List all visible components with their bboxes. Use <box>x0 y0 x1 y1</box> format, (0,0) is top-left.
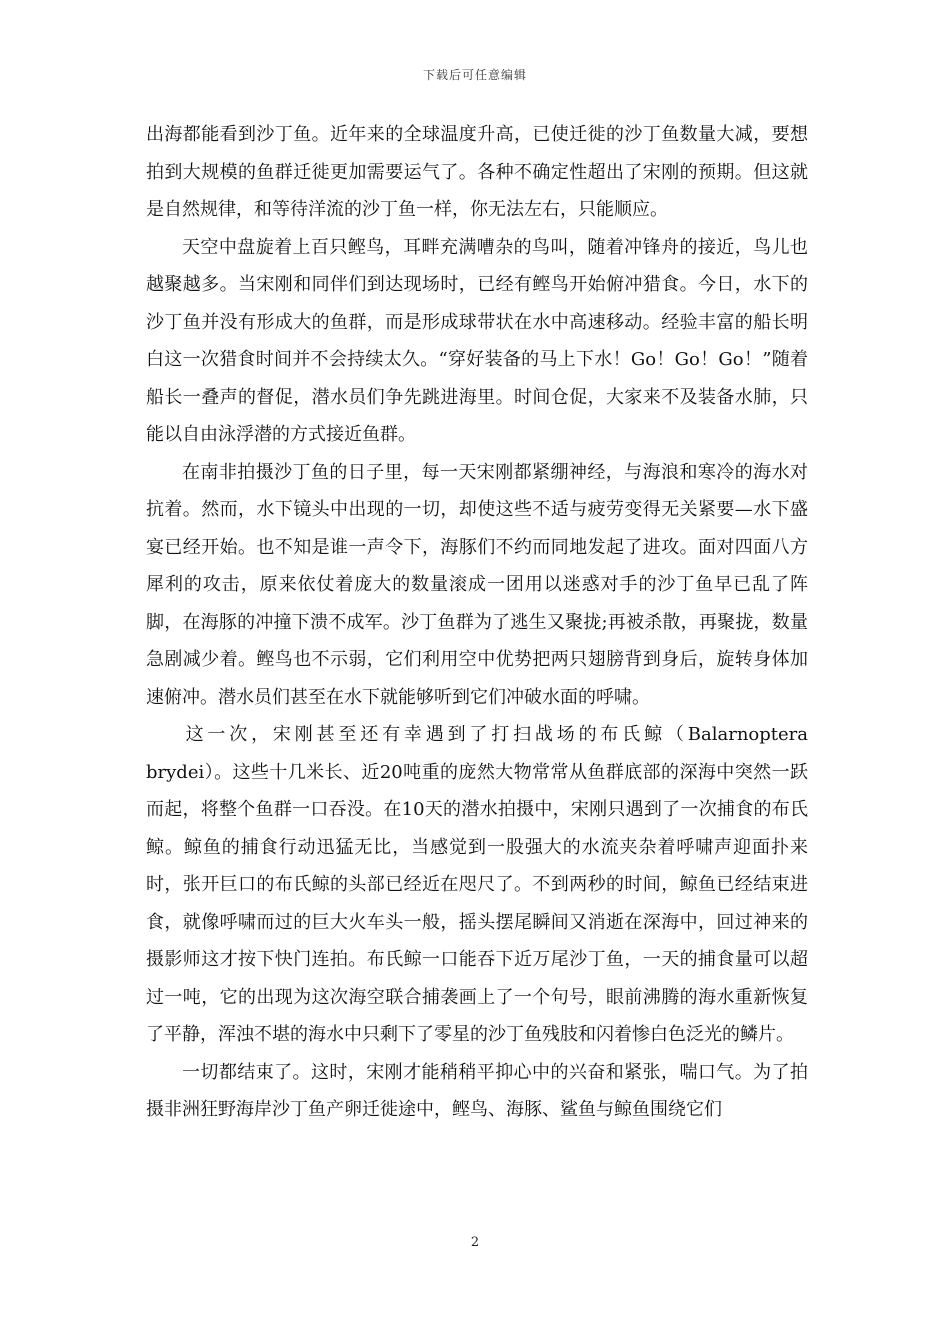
paragraph-continued: 出海都能看到沙丁鱼。近年来的全球温度升高，已使迁徙的沙丁鱼数量大减，要想拍到大规模的鱼群迁徙更加需要运气了。各种不确定性超出了宋刚的预期。但这就是自然规律，和等待洋流的沙丁鱼一样，你无法左右，只能顺应。 <box>146 124 808 220</box>
document-body <box>146 116 808 1129</box>
paragraph: 在南非拍摄沙丁鱼的日子里，每一天宋刚都紧绷神经，与海浪和寒冷的海水对抗着。然而，水下镜头中出现的一切，却使这些不适与疲劳变得无关紧要—水下盛宴已经开始。也不知是谁一声令下，海豚们不约而同地发起了进攻。面对四面八方犀利的攻击，原来依仗着庞大的数量滚成一团用以迷惑对手的沙丁鱼早已乱了阵脚，在海豚的冲撞下溃不成军。沙丁鱼群为了逃生又聚拢;再被杀散，再聚拢，数量急剧减少着。鲣鸟也不示弱，它们利用空中优势把两只翅膀背到身后，旋转身体加速俯冲。潜水员们甚至在水下就能够听到它们冲破水面的呼啸。 <box>146 461 808 708</box>
page-number: 2 <box>470 1235 480 1250</box>
paragraph: 一切都结束了。这时，宋刚才能稍稍平抑心中的兴奋和紧张，喘口气。为了拍摄非洲狂野海岸沙丁鱼产卵迁徙途中，鲣鸟、海豚、鲨鱼与鲸鱼围绕它们 <box>146 1061 808 1120</box>
paragraph: 天空中盘旋着上百只鲣鸟，耳畔充满嘈杂的鸟叫，随着冲锋舟的接近，鸟儿也越聚越多。当宋刚和同伴们到达现场时，已经有鲣鸟开始俯冲猎食。今日，水下的沙丁鱼并没有形成大的鱼群，而是形成球带状在水中高速移动。经验丰富的船长明白这一次猎食时间并不会持续太久。“穿好装备的马上下水！Go！Go！Go！”随着船长一叠声的督促，潜水员们争先跳进海里。时间仓促，大家来不及装备水肺，只能以自由泳浮潜的方式接近鱼群。 <box>146 236 808 445</box>
page-header: 下载后可任意编辑 <box>422 68 527 82</box>
paragraph: 这一次，宋刚甚至还有幸遇到了打扫战场的布氏鲸（Balarnoptera brydei）。这些十几米长、近20吨重的庞然大物常常从鱼群底部的深海中突然一跃而起，将整个鱼群一口吞没。在10天的潜水拍摄中，宋刚只遇到了一次捕食的布氏鲸。鲸鱼的捕食行动迅猛无比，当感觉到一股强大的水流夹杂着呼啸声迎面扑来时，张开巨口的布氏鲸的头部已经近在咫尺了。不到两秒的时间，鲸鱼已经结束进食，就像呼啸而过的巨大火车头一般，摇头摆尾瞬间又消逝在深海中，回过神来的摄影师这才按下快门连拍。布氏鲸一口能吞下近万尾沙丁鱼，一天的捕食量可以超过一吨，它的出现为这次海空联合捕袭画上了一个句号，眼前沸腾的海水重新恢复了平静，浑浊不堪的海水中只剩下了零星的沙丁鱼残肢和闪着惨白色泛光的鳞片。 <box>146 724 808 1045</box>
